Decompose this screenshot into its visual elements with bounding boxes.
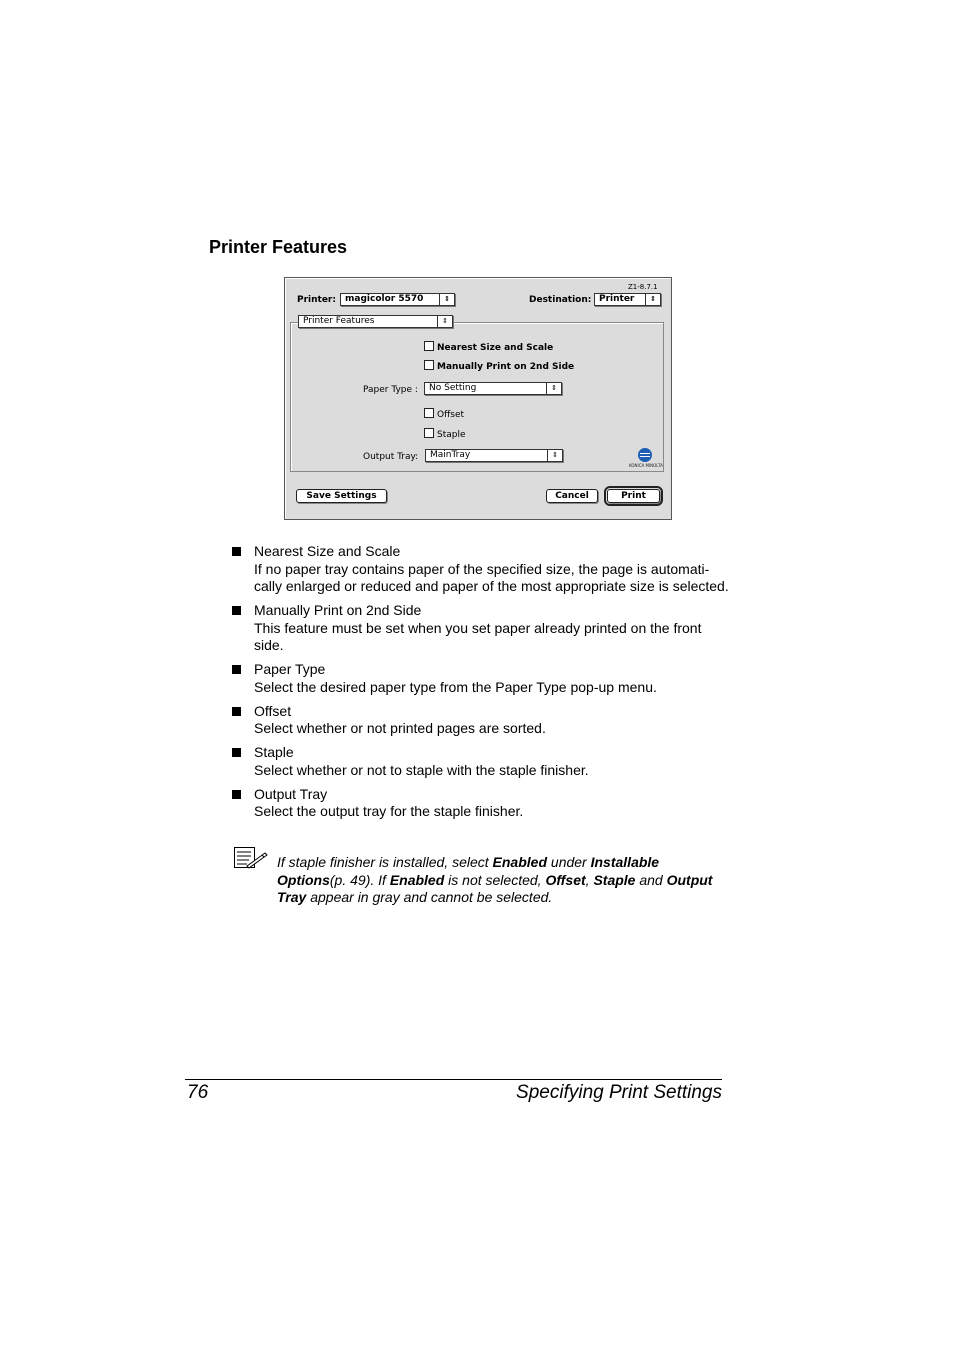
popup-arrows-icon: ⇕: [546, 383, 561, 394]
popup-arrows-icon: ⇕: [437, 316, 452, 327]
checkbox-box: [424, 341, 434, 351]
printer-popup[interactable]: [340, 293, 455, 306]
item-title: Offset: [254, 702, 292, 719]
item-title: Nearest Size and Scale: [254, 543, 401, 559]
destination-label: Destination:: [529, 295, 592, 305]
note-pencil-icon: [233, 846, 269, 870]
printer-label: Printer:: [297, 295, 336, 305]
item-title: Paper Type: [254, 661, 326, 677]
output-tray-popup[interactable]: [425, 449, 563, 462]
square-bullet-icon: [232, 707, 241, 716]
manual-2nd-side-checkbox[interactable]: [424, 360, 574, 372]
staple-label: Staple: [437, 430, 466, 440]
offset-checkbox[interactable]: [424, 408, 464, 420]
paper-type-popup[interactable]: [424, 382, 562, 395]
footer-rule: [185, 1079, 722, 1080]
item-description: Select whether or not to staple with the staple finisher.: [254, 761, 589, 778]
note-text: If staple finisher is installed, select Enabled under Installable Options(p. 49). If Enabled is not selected, Offset, Staple and Output Tray appear in gray and cannot be selected.: [277, 854, 713, 905]
printer-popup-value: magicolor 5570: [345, 294, 424, 304]
page-number: 76: [187, 1082, 209, 1103]
item-title: Manually Print on 2nd Side: [254, 602, 422, 618]
item-description: This feature must be set when you set paper already printed on the front side.: [254, 619, 702, 653]
output-tray-popup-value: MainTray: [430, 450, 471, 460]
item-description: Select the output tray for the staple finisher.: [254, 803, 524, 819]
manual-2nd-side-label: Manually Print on 2nd Side: [437, 362, 575, 372]
list-item: [232, 543, 732, 596]
list-item: [232, 786, 732, 821]
logo-brand-text: KONICA MINOLTA: [629, 463, 663, 468]
checkbox-box: [424, 428, 434, 438]
popup-arrows-icon: ⇕: [645, 294, 660, 305]
globe-icon: [638, 448, 652, 462]
save-settings-button[interactable]: Save Settings: [296, 489, 387, 503]
cancel-button[interactable]: Cancel: [546, 489, 598, 503]
item-title: Output Tray: [254, 785, 328, 802]
print-button[interactable]: Print: [607, 489, 660, 503]
popup-arrows-icon: ⇕: [439, 294, 454, 305]
item-description: Select the desired paper type from the Paper Type pop-up menu.: [254, 678, 657, 695]
destination-popup[interactable]: [594, 293, 661, 306]
chapter-title: Specifying Print Settings: [516, 1082, 722, 1103]
square-bullet-icon: [232, 665, 241, 674]
checkbox-box: [424, 408, 434, 418]
nearest-size-label: Nearest Size and Scale: [437, 343, 554, 353]
list-item: [232, 703, 732, 738]
feature-list: [232, 543, 732, 827]
list-item: [232, 661, 732, 696]
panel-popup[interactable]: [298, 315, 453, 328]
output-tray-label: Output Tray:: [363, 452, 419, 462]
checkbox-box: [424, 360, 434, 370]
square-bullet-icon: [232, 547, 241, 556]
list-item: [232, 602, 732, 655]
popup-arrows-icon: ⇕: [547, 450, 562, 461]
konica-minolta-logo: [629, 448, 669, 468]
square-bullet-icon: [232, 748, 241, 757]
offset-label: Offset: [437, 410, 465, 420]
destination-popup-value: Printer: [599, 294, 635, 304]
square-bullet-icon: [232, 606, 241, 615]
paper-type-popup-value: No Setting: [429, 383, 477, 393]
item-description: Select whether or not printed pages are sorted.: [254, 720, 546, 736]
print-dialog-screenshot: [284, 277, 672, 520]
nearest-size-checkbox[interactable]: [424, 341, 553, 353]
panel-popup-value: Printer Features: [303, 316, 375, 326]
item-title: Staple: [254, 744, 294, 760]
list-item: [232, 744, 732, 779]
paper-type-label: Paper Type :: [363, 385, 418, 395]
item-description: If no paper tray contains paper of the specified size, the page is automati-cally enlarged or reduced and paper of the most appropriate size is selected.: [254, 560, 729, 594]
section-title: Printer Features: [209, 237, 348, 257]
version-label: Z1-8.7.1: [628, 283, 658, 291]
square-bullet-icon: [232, 790, 241, 799]
staple-checkbox[interactable]: [424, 428, 466, 440]
